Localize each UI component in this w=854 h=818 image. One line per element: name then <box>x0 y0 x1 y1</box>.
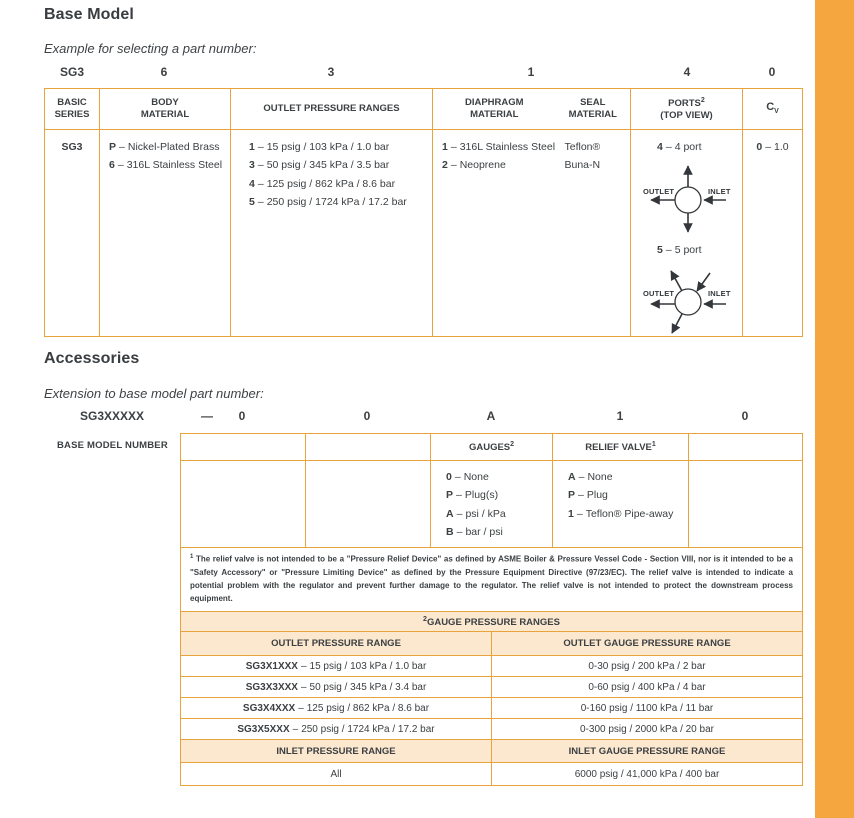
seal-option: Buna-N <box>564 159 601 172</box>
body-material-option: P – Nickel-Plated Brass <box>109 141 220 153</box>
outlet-range-option: 5 – 250 psig / 1724 kPa / 17.2 bar <box>249 195 407 208</box>
part-digit-cv: 0 <box>768 65 776 79</box>
diaphragm-option: 1 – 316L Stainless Steel <box>442 141 556 153</box>
part-digit-outlet: 3 <box>327 65 335 79</box>
base-model-number-label: BASE MODEL NUMBER <box>57 440 168 451</box>
acc-header-blank-3 <box>689 434 803 461</box>
cell-seal-material <box>556 130 631 337</box>
port-arrow-down-left <box>672 314 682 333</box>
acc-cell-blank-1 <box>181 461 306 548</box>
four-port-label: 4 – 4 port <box>657 141 702 153</box>
header-body-material: BODY MATERIAL <box>100 89 231 130</box>
five-port-inlet-label: INLET <box>707 288 731 298</box>
acc-cell-relief-valve <box>553 461 689 548</box>
gauge-option: A – psi / kPa <box>446 507 506 520</box>
header-basic-series: BASIC SERIES <box>45 89 100 130</box>
gauge-col-outlet-gauge-range: OUTLET GAUGE PRESSURE RANGE <box>492 632 803 656</box>
part-digit-ports: 4 <box>683 65 691 79</box>
four-port-diagram <box>632 156 742 236</box>
five-port-diagram <box>632 260 742 336</box>
acc-header-blank-2 <box>306 434 431 461</box>
cell-body-material <box>100 130 231 337</box>
header-outlet-pressure-ranges: OUTLET PRESSURE RANGES <box>231 89 433 130</box>
base-model-title: Base Model <box>44 6 134 23</box>
five-port-outlet-label: OUTLET <box>642 288 674 298</box>
port-arrow-up-left <box>671 271 682 291</box>
outlet-range-option: 1 – 15 psig / 103 kPa / 1.0 bar <box>249 141 390 153</box>
acc-cell-blank-3 <box>689 461 803 548</box>
part-digit-body: 6 <box>160 65 168 79</box>
gauge-row-gauge: 0-60 psig / 400 kPa / 4 bar <box>492 677 803 698</box>
header-ports: PORTS$^2$ (TOP VIEW) <box>631 89 743 130</box>
cell-ports <box>631 130 743 337</box>
gauge-option: 0 – None <box>446 471 489 483</box>
ext-digit-5: 0 <box>741 409 749 423</box>
diaphragm-option: 2 – Neoprene <box>442 159 506 172</box>
acc-header-blank-1 <box>181 434 306 461</box>
five-port-label: 5 – 5 port <box>657 244 702 257</box>
acc-header-relief-valve: RELIEF VALVE$^1$ <box>553 434 689 461</box>
gauge-col-outlet-range: OUTLET PRESSURE RANGE <box>181 632 492 656</box>
outlet-range-option: 4 – 125 psig / 862 kPa / 8.6 bar <box>249 177 396 190</box>
base-model-caption: Example for selecting a part number: <box>44 41 257 56</box>
page-accent-stripe <box>815 0 854 818</box>
accessories-tables <box>180 433 802 786</box>
four-port-inlet-label: INLET <box>707 187 731 197</box>
accessories-table <box>180 433 803 612</box>
acc-header-gauges: GAUGES$^2$ <box>431 434 553 461</box>
header-seal-material: SEAL MATERIAL <box>556 89 631 130</box>
gauge-row-range: SG3X1XXX – 15 psig / 103 kPa / 1.0 bar <box>181 656 492 677</box>
ext-dash: — <box>201 409 213 423</box>
relief-option: P – Plug <box>568 489 608 502</box>
body-material-option: 6 – 316L Stainless Steel <box>109 159 223 172</box>
gauge-option: P – Plug(s) <box>446 489 499 502</box>
cell-diaphragm-material <box>433 130 556 337</box>
relief-option: A – None <box>568 471 613 483</box>
gauge-row-gauge: 0-30 psig / 200 kPa / 2 bar <box>492 656 803 677</box>
gauge-row-range: SG3X5XXX – 250 psig / 1724 kPa / 17.2 bar <box>181 719 492 740</box>
ext-digit-2: 0 <box>363 409 371 423</box>
gauge-row-gauge: 0-300 psig / 2000 kPa / 20 bar <box>492 719 803 740</box>
inlet-range-header: INLET PRESSURE RANGE <box>181 740 492 763</box>
ext-digit-gauges: A <box>486 409 496 423</box>
inlet-gauge-range-header: INLET GAUGE PRESSURE RANGE <box>492 740 803 763</box>
gauge-pressure-ranges-table <box>180 611 803 786</box>
relief-option: 1 – Teflon® Pipe-away <box>568 507 674 520</box>
inlet-range-value: All <box>181 763 492 786</box>
ext-digit-relief: 1 <box>616 409 624 423</box>
seal-option: Teflon® <box>564 141 601 153</box>
gauge-row-gauge: 0-160 psig / 1100 kPa / 11 bar <box>492 698 803 719</box>
relief-valve-footnote: $^1$ The relief valve is not intended to be a "Pressure Relief Device" as defined by ASME Boiler & Pressure Vessel Code - Section VIII, nor is it intended to be a "Safety Accessory" or "Pressure Limiting Device" as defined by the Pressure Equipment Directive (97/23/EC). The relief valve is intended to indicate a potential problem with the regulator and prevent further damage to the regulator. The relief valve is not intended to protect the downstream process equipment. <box>181 548 803 612</box>
gauge-row <box>181 677 803 698</box>
cell-basic-series: SG3 <box>45 130 100 337</box>
gauge-row <box>181 656 803 677</box>
gauge-option: B – bar / psi <box>446 525 503 538</box>
gauge-row <box>181 698 803 719</box>
part-digit-series: SG3 <box>59 65 85 79</box>
gauge-row <box>181 719 803 740</box>
gauge-row-range: SG3X4XXX – 125 psig / 862 kPa / 8.6 bar <box>181 698 492 719</box>
outlet-range-option: 3 – 50 psig / 345 kPa / 3.5 bar <box>249 159 390 172</box>
inlet-gauge-range-value: 6000 psig / 41,000 kPa / 400 bar <box>492 763 803 786</box>
acc-cell-blank-2 <box>306 461 431 548</box>
accessories-title: Accessories <box>44 350 140 367</box>
cell-outlet-pressure-ranges <box>231 130 433 337</box>
accessories-caption: Extension to base model part number: <box>44 386 264 401</box>
four-port-outlet-label: OUTLET <box>642 187 674 197</box>
cell-cv: 0 – 1.0 <box>743 130 803 337</box>
base-model-table <box>44 88 803 337</box>
gauge-row-range: SG3X3XXX – 50 psig / 345 kPa / 3.4 bar <box>181 677 492 698</box>
ext-model-number: SG3XXXXX <box>79 409 145 423</box>
part-digit-diaphragm: 1 <box>527 65 535 79</box>
ext-digit-1: 0 <box>238 409 246 423</box>
gauge-table-title: $^2$GAUGE PRESSURE RANGES <box>181 612 803 632</box>
header-cv: $C_V$ <box>743 89 803 130</box>
acc-cell-gauges <box>431 461 553 548</box>
header-diaphragm-material: DIAPHRAGM MATERIAL <box>433 89 556 130</box>
